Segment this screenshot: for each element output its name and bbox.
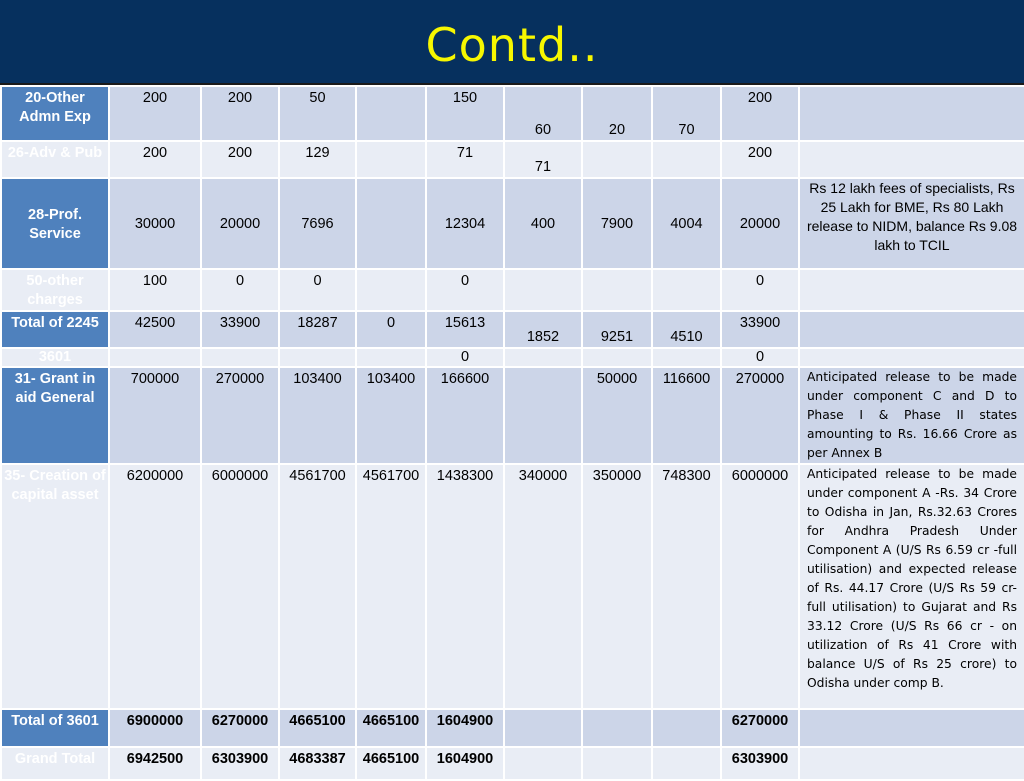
table-cell (652, 747, 721, 780)
table-cell: 4683387 (279, 747, 356, 780)
table-cell: 60 (504, 86, 582, 141)
table-cell: 4561700 (279, 464, 356, 709)
table-cell (356, 141, 426, 178)
table-cell: 20000 (721, 178, 799, 269)
table-cell: 200 (201, 141, 279, 178)
table-cell: 150 (426, 86, 504, 141)
table-cell: 6942500 (109, 747, 201, 780)
table-cell: 4665100 (356, 709, 426, 747)
table-cell: 200 (201, 86, 279, 141)
table-cell: 0 (279, 269, 356, 311)
table-cell: 129 (279, 141, 356, 178)
table-cell: 6270000 (201, 709, 279, 747)
table-cell: 4510 (652, 311, 721, 348)
table-cell: 748300 (652, 464, 721, 709)
table-cell (652, 269, 721, 311)
table-row (1, 269, 1024, 311)
table-cell: 30000 (109, 178, 201, 269)
table-cell: 20 (582, 86, 652, 141)
table-cell: 200 (109, 86, 201, 141)
row-label: 35- Creation of capital asset (1, 464, 109, 709)
table-cell (504, 367, 582, 464)
table-cell: 103400 (279, 367, 356, 464)
table-cell (582, 141, 652, 178)
table-cell: 7900 (582, 178, 652, 269)
budget-table (0, 85, 1024, 781)
title-bar (0, 0, 1024, 85)
table-cell (652, 348, 721, 367)
note-cell: Anticipated release to be made under component C and D to Phase I & Phase II states amounting to Rs. 16.66 Crore as per Annex B (799, 367, 1024, 464)
row-label: Grand Total (1, 747, 109, 780)
note-cell (799, 141, 1024, 178)
table-row (1, 178, 1024, 269)
table-cell: 1852 (504, 311, 582, 348)
table-cell: 33900 (721, 311, 799, 348)
table-row (1, 141, 1024, 178)
table-cell (504, 747, 582, 780)
table-cell (279, 348, 356, 367)
table-row (1, 464, 1024, 709)
note-cell: Anticipated release to be made under component A -Rs. 34 Crore to Odisha in Jan, Rs.32.63 Crores for Andhra Pradesh Under Component A (U/S Rs 6.59 cr -full utilisation) and expected release of Rs. 44.17 Crore (U/S Rs 59 cr- full utilisation) to Gujarat and Rs 33.12 Crore (U/S Rs 66 cr - on utilization of Rs 41 Crore with balance U/S of Rs 25 crore) to Odisha under comp B. (799, 464, 1024, 709)
table-cell (582, 269, 652, 311)
table-cell: 15613 (426, 311, 504, 348)
table-cell: 9251 (582, 311, 652, 348)
table-cell: 4665100 (279, 709, 356, 747)
table-cell: 6270000 (721, 709, 799, 747)
table-cell: 0 (721, 348, 799, 367)
row-label: Total of 2245 (1, 311, 109, 348)
row-label: 28-Prof. Service (1, 178, 109, 269)
table-cell (582, 747, 652, 780)
table-cell (356, 86, 426, 141)
row-label: 20-Other Admn Exp (1, 86, 109, 141)
table-cell: 50000 (582, 367, 652, 464)
table-cell (652, 141, 721, 178)
table-cell: 18287 (279, 311, 356, 348)
table-cell: 4665100 (356, 747, 426, 780)
table-row (1, 86, 1024, 141)
slide-title: Contd.. (425, 18, 599, 72)
table-cell (504, 269, 582, 311)
table-cell: 1438300 (426, 464, 504, 709)
table-cell: 42500 (109, 311, 201, 348)
table-cell: 340000 (504, 464, 582, 709)
table-cell (356, 348, 426, 367)
table-cell: 50 (279, 86, 356, 141)
row-label: 50-other charges (1, 269, 109, 311)
table-cell: 0 (426, 348, 504, 367)
table-cell: 20000 (201, 178, 279, 269)
note-cell (799, 86, 1024, 141)
table-cell: 270000 (201, 367, 279, 464)
table-cell: 6900000 (109, 709, 201, 747)
table-cell: 6303900 (201, 747, 279, 780)
table-cell: 71 (504, 141, 582, 178)
table-cell: 0 (426, 269, 504, 311)
table-cell: 6200000 (109, 464, 201, 709)
table-row (1, 747, 1024, 780)
row-label: 31- Grant in aid General (1, 367, 109, 464)
table-row (1, 367, 1024, 464)
note-cell (799, 311, 1024, 348)
table-cell: 700000 (109, 367, 201, 464)
table-cell: 6000000 (721, 464, 799, 709)
table-cell (356, 178, 426, 269)
table-cell: 200 (721, 141, 799, 178)
table-cell (582, 709, 652, 747)
table-cell: 1604900 (426, 709, 504, 747)
table-row (1, 311, 1024, 348)
table-cell: 0 (356, 311, 426, 348)
row-label: Total of 3601 (1, 709, 109, 747)
table-cell: 200 (109, 141, 201, 178)
note-cell: Rs 12 lakh fees of specialists, Rs 25 Lakh for BME, Rs 80 Lakh release to NIDM, balance Rs 9.08 lakh to TCIL (799, 178, 1024, 269)
table-cell (652, 709, 721, 747)
table-cell: 4004 (652, 178, 721, 269)
table-cell: 350000 (582, 464, 652, 709)
table-cell (356, 269, 426, 311)
table-cell: 0 (721, 269, 799, 311)
table-cell: 6303900 (721, 747, 799, 780)
table-cell: 0 (201, 269, 279, 311)
table-cell: 6000000 (201, 464, 279, 709)
table-cell (504, 348, 582, 367)
row-label: 3601 (1, 348, 109, 367)
table-cell: 103400 (356, 367, 426, 464)
table-cell (109, 348, 201, 367)
table-cell: 116600 (652, 367, 721, 464)
note-cell (799, 709, 1024, 747)
table-cell: 4561700 (356, 464, 426, 709)
row-label: 26-Adv & Pub (1, 141, 109, 178)
note-cell (799, 348, 1024, 367)
table-row (1, 348, 1024, 367)
table-cell: 400 (504, 178, 582, 269)
table-cell: 270000 (721, 367, 799, 464)
table-cell: 70 (652, 86, 721, 141)
table-cell: 71 (426, 141, 504, 178)
table-cell: 100 (109, 269, 201, 311)
table-cell: 200 (721, 86, 799, 141)
table-row (1, 709, 1024, 747)
note-cell (799, 747, 1024, 780)
table-cell (582, 348, 652, 367)
table-cell: 12304 (426, 178, 504, 269)
table-cell (504, 709, 582, 747)
table-cell: 33900 (201, 311, 279, 348)
table-cell: 166600 (426, 367, 504, 464)
table-cell: 1604900 (426, 747, 504, 780)
table-cell (201, 348, 279, 367)
note-cell (799, 269, 1024, 311)
table-cell: 7696 (279, 178, 356, 269)
